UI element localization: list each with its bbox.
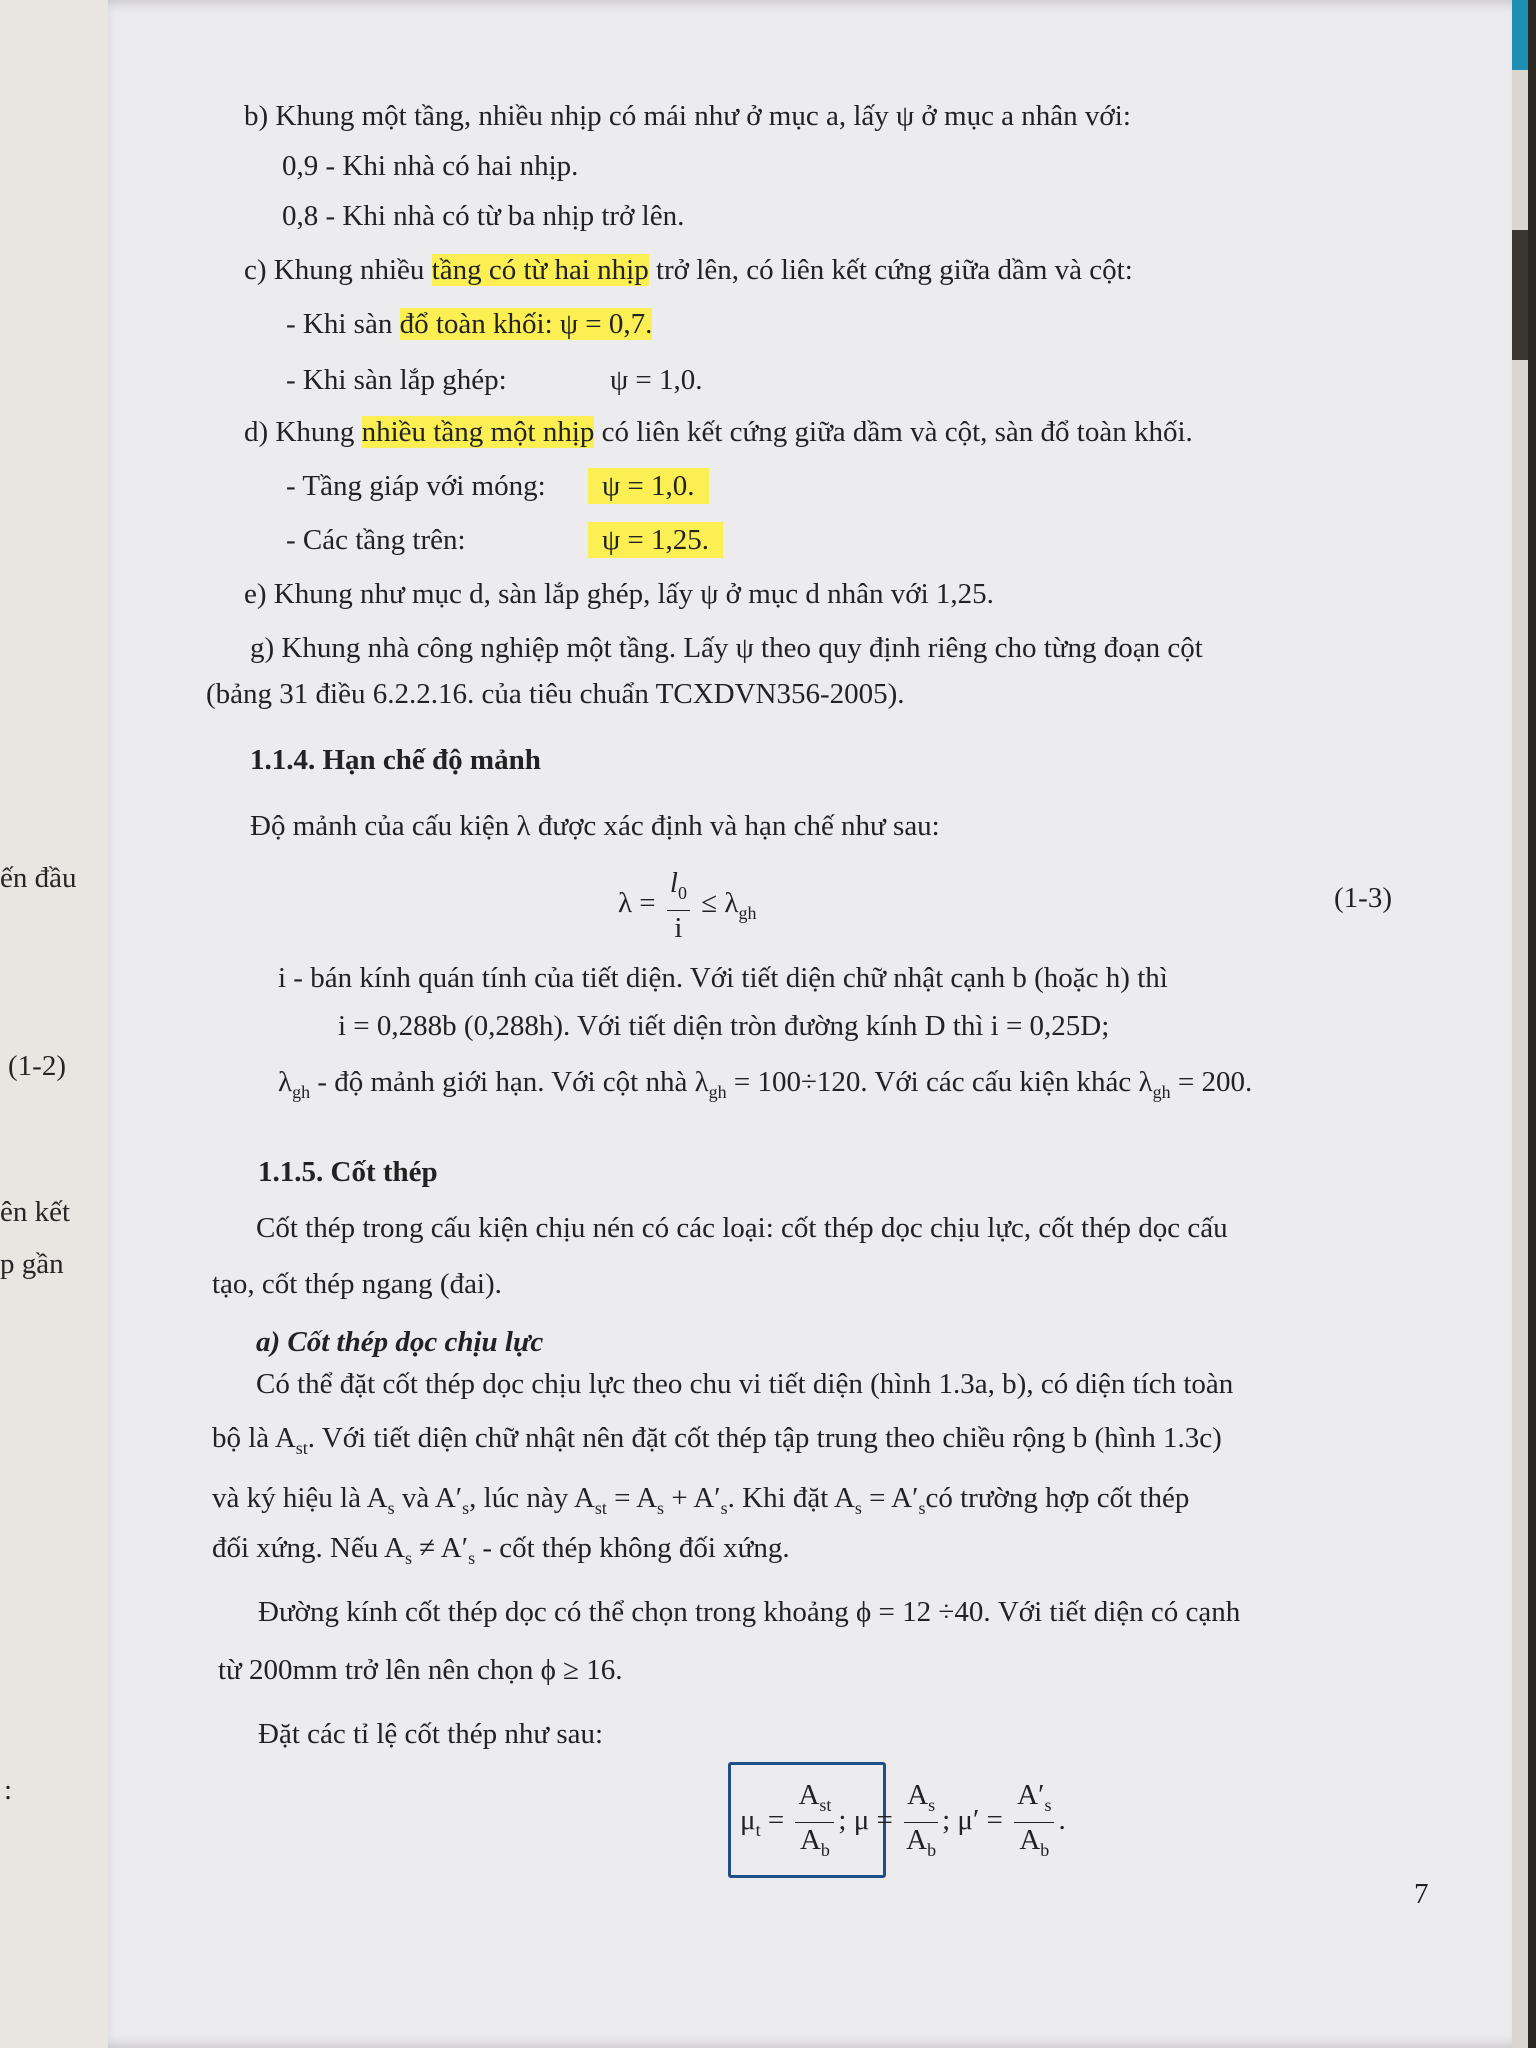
steel-intro-line2: tạo, cốt thép ngang (đai). [212, 1268, 502, 1300]
item-c-text: c) Khung nhiều tầng có từ hai nhịp trở lên, có liên kết cứng giữa dầm và cột: [244, 254, 1133, 286]
item-b-option-2: 0,8 - Khi nhà có từ ba nhịp trở lên. [282, 200, 685, 232]
left-page-fragment: p gần [0, 1248, 64, 1280]
item-d-option-1-value: ψ = 1,0. [588, 468, 709, 504]
item-b-text: b) Khung một tầng, nhiều nhịp có mái như ở mục a, lấy ψ ở mục a nhân với: [244, 100, 1131, 132]
fraction: $\frac{A_{st}}{A_b}$ [795, 1778, 834, 1867]
item-d-option-2-label: - Các tầng trên: [286, 524, 466, 556]
steel-intro-line1: Cốt thép trong cấu kiện chịu nén có các loại: cốt thép dọc chịu lực, cốt thép dọc cấu [256, 1212, 1228, 1244]
ratio-formulas: $\mu_t$ = $\frac{A_{st}}{A_b}$ ; μ = $\frac{A_s}{A_b}$ ; μ′ = $\frac{A'_s}{A_b}$ . [740, 1778, 1066, 1867]
definition-i-line1: i - bán kính quán tính của tiết diện. Với tiết diện chữ nhật cạnh b (hoặc h) thì [278, 962, 1168, 994]
page-number: 7 [1414, 1878, 1429, 1910]
formula-1-3: λ = $\frac{l_0}{i}$ ≤ $\lambda_{gh}$ [618, 867, 757, 944]
paragraph-line: từ 200mm trở lên nên chọn ϕ ≥ 16. [218, 1654, 623, 1686]
left-page-edge [0, 0, 120, 2048]
section-heading-1-1-4: 1.1.4. Hạn chế độ mảnh [250, 744, 541, 776]
left-page-fragment: ến đầu [0, 862, 77, 894]
highlight: nhiều tầng một nhịp [361, 416, 595, 448]
item-c-option-2-value: ψ = 1,0. [610, 364, 703, 396]
left-page-fragment: ên kết [0, 1196, 71, 1228]
paragraph-line: Đặt các tỉ lệ cốt thép như sau: [258, 1718, 604, 1750]
background-object [1512, 0, 1528, 70]
item-d-option-1-label: - Tầng giáp với móng: [286, 470, 546, 502]
section-heading-1-1-5: 1.1.5. Cốt thép [258, 1156, 438, 1188]
paragraph-line: bộ là $A_{st}$. Với tiết diện chữ nhật nên đặt cốt thép tập trung theo chiều rộng b (hình 1.3c) [212, 1422, 1222, 1458]
background-object [1512, 230, 1528, 360]
fraction: $\frac{l_0}{i}$ [667, 866, 690, 945]
paragraph-line: Đường kính cốt thép dọc có thể chọn trong khoảng ϕ = 12 ÷40. Với tiết diện có cạnh [258, 1596, 1241, 1628]
definition-i-line2: i = 0,288b (0,288h). Với tiết diện tròn đường kính D thì i = 0,25D; [338, 1010, 1110, 1042]
subheading-a: a) Cốt thép dọc chịu lực [256, 1326, 544, 1358]
item-c-option-1: - Khi sàn đổ toàn khối: ψ = 0,7. [286, 308, 653, 340]
fraction: $\frac{A_s}{A_b}$ [904, 1778, 938, 1867]
equation-number: (1-3) [1334, 882, 1392, 914]
item-d-text: d) Khung nhiều tầng một nhịp có liên kết cứng giữa dầm và cột, sàn đổ toàn khối. [244, 416, 1193, 448]
slenderness-intro: Độ mảnh của cấu kiện λ được xác định và hạn chế như sau: [250, 810, 940, 842]
item-g-line2: (bảng 31 điều 6.2.2.16. của tiêu chuẩn TCXDVN356-2005). [206, 678, 905, 710]
highlight: đổ toàn khối: ψ = 0,7. [399, 308, 653, 340]
item-g-line1: g) Khung nhà công nghiệp một tầng. Lấy ψ theo quy định riêng cho từng đoạn cột [250, 632, 1203, 664]
left-page-fragment: (1-2) [8, 1050, 66, 1082]
paragraph-line: Có thể đặt cốt thép dọc chịu lực theo chu vi tiết diện (hình 1.3a, b), có diện tích toàn [256, 1368, 1234, 1400]
left-page-fragment: : [4, 1774, 13, 1806]
highlight: tầng có từ hai nhịp [431, 254, 649, 286]
item-e-text: e) Khung như mục d, sàn lắp ghép, lấy ψ ở mục d nhân với 1,25. [244, 578, 994, 610]
fraction: $\frac{A'_s}{A_b}$ [1014, 1778, 1054, 1867]
item-b-option-1: 0,9 - Khi nhà có hai nhịp. [282, 150, 579, 182]
paragraph-line: và ký hiệu là $A_s$ và $A'_s$, lúc này $A_{st} = A_s + A'_s$. Khi đặt $A_s$ = $A'_scó$ trường hợp cốt thép [212, 1482, 1190, 1518]
book-page [108, 0, 1528, 2048]
item-c-option-2-label: - Khi sàn lắp ghép: [286, 364, 507, 396]
item-d-option-2-value: ψ = 1,25. [588, 522, 723, 558]
paragraph-line: đối xứng. Nếu $A_s \ne A'_s$ - cốt thép không đối xứng. [212, 1532, 790, 1568]
definition-lambda-gh: $\lambda_{gh}$ - độ mảnh giới hạn. Với cột nhà $\lambda_{gh} = 100\div 120$. Với các cấu kiện khác $\lambda_{gh} = 200$. [278, 1066, 1253, 1102]
